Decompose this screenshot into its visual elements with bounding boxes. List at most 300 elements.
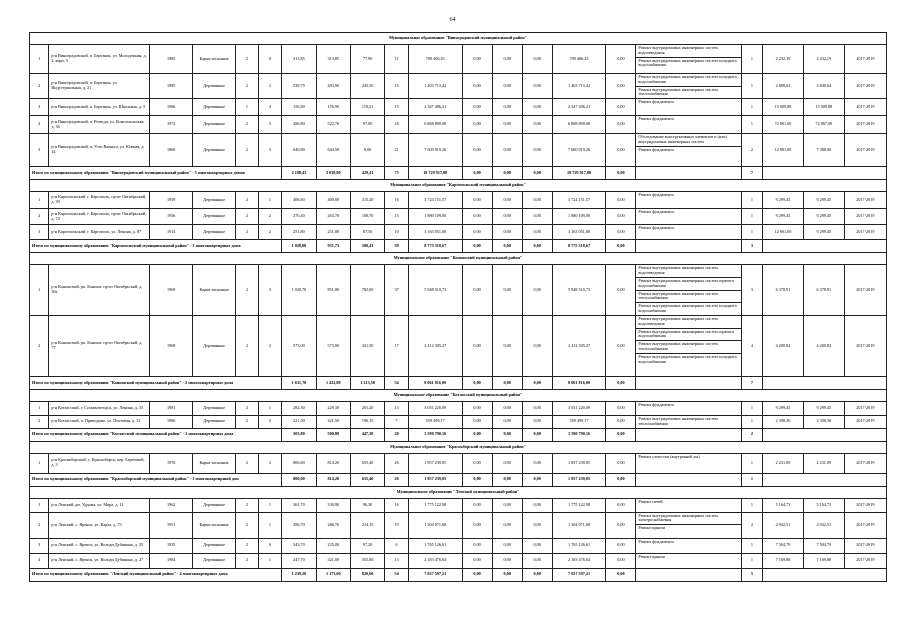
entrances-cell: 3 (258, 265, 282, 316)
work-type-item: Ремонт фундамента (638, 99, 674, 105)
table-row (30, 453, 887, 473)
wall-material-cell: Деревянные (193, 134, 236, 167)
cost-owners-cell: 1 775 122,98 (552, 498, 606, 512)
cost-owners-cell: 3 163 051,00 (552, 225, 606, 240)
total-fund-sum: 0,00 (462, 376, 492, 389)
cost-fund-cell: 0,00 (462, 134, 492, 167)
total-area-cell: 282,30 (282, 401, 316, 415)
floors-cell: 2 (236, 45, 259, 74)
work-count-cell: 2 (741, 134, 762, 167)
year-cell: 1976 (150, 453, 193, 473)
cost-regional-cell: 0,00 (492, 45, 522, 74)
cost-total-cell: 3 031 220,09 (408, 401, 462, 415)
cost-regional-cell: 0,00 (492, 74, 522, 99)
work-type-item: Ремонт отмостки (внутренней лы) (638, 453, 700, 459)
cost-owners-cell: 2 183 476,64 (552, 553, 606, 568)
living-area-cell: 400,00 (316, 192, 350, 209)
work-type-item: Ремонт внутридомовых инженерных систем холодного водоснабжения (638, 303, 737, 314)
total-owned-sum: 820,60 (350, 568, 384, 581)
table-row (30, 45, 887, 74)
year-cell: 1960 (150, 134, 193, 167)
cost-owners-cell: 559 499,17 (552, 415, 606, 428)
total-regional-sum: 0,00 (492, 568, 522, 581)
cost-other-cell: 0,00 (606, 512, 636, 538)
cost-local-cell: 0,00 (522, 415, 552, 428)
row-number: 2 (30, 315, 49, 376)
work-type-item: Ремонт внутридомовых инженерных систем холодного водоснабжения (638, 57, 737, 68)
total-cost-sum: 1 857 239,05 (408, 473, 462, 486)
total-area-sum: 806,60 (282, 473, 316, 486)
section-title: Муниципальное образование "Котласский муниципальный район" (30, 389, 887, 401)
table-row (30, 265, 887, 316)
max-unit-cost-cell: 5 164,73 (803, 498, 844, 512)
residents-cell: 19 (385, 512, 409, 538)
cost-regional-cell: 0,00 (492, 401, 522, 415)
total-owners-sum: 8 775 318,67 (552, 240, 606, 253)
cost-regional-cell: 0,00 (492, 225, 522, 240)
row-number: 2 (30, 74, 49, 99)
period-cell: 2017-2019 (844, 415, 886, 428)
unit-cost-cell: 2 898,64 (763, 74, 804, 99)
living-area-cell: 263,70 (316, 209, 350, 225)
cost-total-cell: 1 880 109,00 (408, 209, 462, 225)
max-unit-cost-cell: 15 009,88 (803, 99, 844, 116)
table-row (30, 74, 887, 99)
total-owned-sum: 429,41 (350, 167, 384, 180)
period-cell: 2017-2019 (844, 74, 886, 99)
empty-cell (763, 376, 887, 389)
year-cell: 1951 (150, 512, 193, 538)
wall-material-cell: Карка-засыпные (193, 45, 236, 74)
cost-regional-cell: 0,00 (492, 315, 522, 376)
residents-cell: 13 (385, 553, 409, 568)
living-area-cell: 573,00 (316, 315, 350, 376)
residents-cell: 16 (385, 192, 409, 209)
row-number: 2 (30, 512, 49, 538)
address-cell: р-н Виноградовский, п. Березник, ул. Школьная, д. 5 (49, 99, 150, 116)
section-title: Муниципальное образование "Виноградовский муниципальный район" (30, 33, 887, 45)
work-type-item: Ремонт печей (638, 498, 663, 504)
total-work-count: 7 (741, 376, 762, 389)
work-count-cell: 1 (741, 99, 762, 116)
cost-other-cell: 0,00 (606, 415, 636, 428)
living-area-cell: 235,00 (316, 538, 350, 553)
section-header-row (30, 441, 887, 453)
table-row (30, 225, 887, 240)
cost-local-cell: 0,00 (522, 209, 552, 225)
residents-cell: 7 (385, 415, 409, 428)
residents-cell: 21 (385, 134, 409, 167)
floors-cell: 2 (236, 453, 259, 473)
year-cell: 1969 (150, 265, 193, 316)
address-cell: р-н Котласский, г. Сольвычегодск, ул. Ленина, д. 35 (49, 401, 150, 415)
max-unit-cost-cell: 7 388,00 (803, 134, 844, 167)
entrances-cell: 4 (258, 99, 282, 116)
wall-material-cell: Деревянные (193, 209, 236, 225)
work-type-item: Ремонт фундамента (638, 401, 674, 407)
row-number: 3 (30, 225, 49, 240)
total-residents-sum: 75 (385, 167, 409, 180)
cost-local-cell: 0,00 (522, 45, 552, 74)
total-living-sum: 1 173,60 (316, 568, 350, 581)
floors-cell: 2 (236, 553, 259, 568)
wall-material-cell: Деревянные (193, 415, 236, 428)
total-area-sum: 1 631,70 (282, 376, 316, 389)
cost-fund-cell: 0,00 (462, 512, 492, 538)
total-area-sum: 2 108,43 (282, 167, 316, 180)
year-cell: 1985 (150, 45, 193, 74)
work-types-cell (636, 225, 741, 240)
total-cost-sum: 8 775 318,67 (408, 240, 462, 253)
cost-local-cell: 0,00 (522, 538, 552, 553)
empty-cell (636, 568, 741, 581)
section-total-row (30, 376, 887, 389)
cost-local-cell: 0,00 (522, 453, 552, 473)
total-other-sum: 0,00 (606, 167, 636, 180)
row-number: 4 (30, 116, 49, 134)
period-cell: 2017-2019 (844, 538, 886, 553)
section-total-row (30, 568, 887, 581)
total-fund-sum: 0,00 (462, 473, 492, 486)
owned-area-cell: 201,20 (350, 401, 384, 415)
cost-owners-cell: 3 031 220,09 (552, 401, 606, 415)
work-count-cell: 1 (741, 453, 762, 473)
period-cell: 2017-2019 (844, 453, 886, 473)
work-type-item: Ремонт внутридомовых инженерных систем теплоснабжения (638, 86, 718, 97)
total-area-cell: 286,70 (282, 512, 316, 538)
year-cell: 1914 (150, 225, 193, 240)
living-area-cell: 644,50 (316, 134, 350, 167)
cost-owners-cell: 3 724 151,57 (552, 192, 606, 209)
section-title: Муниципальное образование "Ленский муниципальный район" (30, 486, 887, 498)
unit-cost-cell: 2 232,19 (763, 45, 804, 74)
empty-cell (636, 376, 741, 389)
address-cell: р-н Виноградовский, п. Усть-Ваеньга, ул. Южная, д. 14 (49, 134, 150, 167)
entrances-cell: 2 (258, 74, 282, 99)
max-unit-cost-cell: 7 169,88 (803, 553, 844, 568)
cost-owners-cell: 2 347 496,21 (552, 99, 606, 116)
work-type-item: Ремонт внутридомовых инженерных систем водоотведения (636, 45, 740, 58)
work-types-cell (636, 553, 741, 568)
section-total-row (30, 473, 887, 486)
unit-cost-cell: 12 901,00 (763, 225, 804, 240)
work-types-cell (636, 453, 741, 473)
total-label: Итого по муниципальному образованию "Виноградовский муниципальный район" - 5 многоквартирных домов (30, 167, 282, 180)
total-owners-sum: 1 857 239,05 (552, 473, 606, 486)
work-type-item: Ремонт внутридомовых инженерных систем теплоснабжения (638, 415, 718, 426)
work-type-item: Обследование конструктивных элементов и (или) внутридомовых инженерных систем (636, 134, 740, 147)
cost-other-cell: 0,00 (606, 99, 636, 116)
cost-other-cell: 0,00 (606, 498, 636, 512)
floors-cell: 2 (236, 225, 259, 240)
owned-area-cell: 355,00 (350, 553, 384, 568)
total-residents-sum: 54 (385, 376, 409, 389)
work-count-cell: 1 (741, 538, 762, 553)
entrances-cell: 2 (258, 453, 282, 473)
total-other-sum: 0,00 (606, 376, 636, 389)
cost-fund-cell: 0,00 (462, 265, 492, 316)
work-types-cell (636, 45, 741, 74)
total-residents-sum: 39 (385, 240, 409, 253)
period-cell: 2017-2019 (844, 401, 886, 415)
wall-material-cell: Карка-засыпные (193, 453, 236, 473)
total-local-sum: 0,00 (522, 473, 552, 486)
work-type-item: Ремонт фундамента (638, 225, 674, 231)
total-residents-sum: 26 (385, 473, 409, 486)
max-unit-cost-cell: 9 299,45 (803, 225, 844, 240)
total-cost-sum: 7 027 597,21 (408, 568, 462, 581)
total-work-count: 3 (741, 240, 762, 253)
table-row (30, 401, 887, 415)
address-cell: р-н Виноградовский, п. Березник, ул. Индустриальная, д. 21 (49, 74, 150, 99)
floors-cell: 2 (236, 74, 259, 99)
residents-cell: 15 (385, 99, 409, 116)
year-cell: 1959 (150, 192, 193, 209)
cost-owners-cell: 5 948 510,73 (552, 265, 606, 316)
work-types-cell (636, 401, 741, 415)
wall-material-cell: Деревянные (193, 116, 236, 134)
residents-cell: 10 (385, 225, 409, 240)
living-area-cell: 851,80 (316, 265, 350, 316)
unit-cost-cell: 72 861,00 (763, 116, 804, 134)
empty-cell (636, 473, 741, 486)
work-types-cell (636, 315, 741, 376)
cost-fund-cell: 0,00 (462, 401, 492, 415)
work-types-cell (636, 498, 741, 512)
table-row (30, 134, 887, 167)
cost-local-cell: 0,00 (522, 498, 552, 512)
floors-cell: 2 (236, 134, 259, 167)
total-label: Итого по муниципальному образованию "Ленский муниципальный район" - 4 многоквартирных дома (30, 568, 282, 581)
cost-owners-cell: 1 880 109,00 (552, 209, 606, 225)
period-cell: 2017-2019 (844, 553, 886, 568)
entrances-cell: 2 (258, 225, 282, 240)
residents-cell: 6 (385, 538, 409, 553)
work-count-cell: 1 (741, 225, 762, 240)
total-area-sum: 1 028,00 (282, 240, 316, 253)
section-header-row (30, 33, 887, 45)
cost-other-cell: 0,00 (606, 225, 636, 240)
row-number: 2 (30, 415, 49, 428)
address-cell: р-н Каргопольский, г. Каргополь, пр-кт Октябрьский, д. 74 (49, 209, 150, 225)
cost-local-cell: 0,00 (522, 99, 552, 116)
cost-owners-cell: 7 600 919,26 (552, 134, 606, 167)
residents-cell: 13 (385, 401, 409, 415)
cost-other-cell: 0,00 (606, 401, 636, 415)
floors-cell: 2 (236, 265, 259, 316)
section-header-row (30, 253, 887, 265)
empty-cell (636, 240, 741, 253)
row-number: 5 (30, 134, 49, 167)
table-row (30, 538, 887, 553)
unit-cost-cell: 9 299,45 (763, 401, 804, 415)
cost-local-cell: 0,00 (522, 192, 552, 209)
wall-material-cell: Деревянные (193, 498, 236, 512)
max-unit-cost-cell: 2 231,09 (803, 453, 844, 473)
wall-material-cell: Деревянные (193, 538, 236, 553)
table-row (30, 99, 887, 116)
work-count-cell: 1 (741, 401, 762, 415)
cost-regional-cell: 0,00 (492, 192, 522, 209)
owned-area-cell: 782,00 (350, 265, 384, 316)
period-cell: 2017-2019 (844, 45, 886, 74)
cost-owners-cell: 2 412 305,27 (552, 315, 606, 376)
year-cell: 1984 (150, 553, 193, 568)
living-area-cell: 321,00 (316, 553, 350, 568)
total-regional-sum: 0,00 (492, 240, 522, 253)
floors-cell: 2 (236, 498, 259, 512)
year-cell: 1966 (150, 415, 193, 428)
work-type-item: Ремонт фундамента (638, 146, 674, 152)
living-area-cell: 313,85 (316, 45, 350, 74)
floors-cell: 2 (236, 538, 259, 553)
total-living-sum: 2 038,80 (316, 167, 350, 180)
work-type-item: Ремонт внутридомовых инженерных систем водоотведения (636, 316, 740, 329)
address-cell: р-н Коношский, рп. Коноша, пр-кт Октябрьский, д. 30а (49, 265, 150, 316)
total-living-sum: 814,20 (316, 473, 350, 486)
work-types-cell (636, 74, 741, 99)
cost-other-cell: 0,00 (606, 538, 636, 553)
wall-material-cell: Карка-засыпные (193, 512, 236, 538)
total-owned-sum: 1 213,50 (350, 376, 384, 389)
year-cell: 1981 (150, 401, 193, 415)
owned-area-cell: 87,50 (350, 225, 384, 240)
entrances-cell: 0 (258, 45, 282, 74)
year-cell: 1985 (150, 74, 193, 99)
address-cell: р-н Ленский, с. Яренск, ул. Володи Дубинина, д. 27 (49, 553, 150, 568)
wall-material-cell: Карка-засыпные (193, 265, 236, 316)
total-fund-sum: 0,00 (462, 167, 492, 180)
period-cell: 2017-2019 (844, 265, 886, 316)
work-types-cell (636, 512, 741, 538)
living-area-cell: 814,20 (316, 453, 350, 473)
cost-local-cell: 0,00 (522, 134, 552, 167)
owned-area-cell: 315,20 (350, 192, 384, 209)
section-total-row (30, 428, 887, 441)
period-cell: 2017-2019 (844, 134, 886, 167)
cost-owners-cell: 1 857 239,05 (552, 453, 606, 473)
work-types-cell (636, 116, 741, 134)
entrances-cell: 2 (258, 315, 282, 376)
total-living-sum: 1 432,80 (316, 376, 350, 389)
cost-regional-cell: 0,00 (492, 453, 522, 473)
total-cost-sum: 18 729 917,80 (408, 167, 462, 180)
cost-total-cell: 559 499,17 (408, 415, 462, 428)
cost-fund-cell: 0,00 (462, 415, 492, 428)
unit-cost-cell: 12 901,00 (763, 134, 804, 167)
work-type-item: Ремонт внутридомовых инженерных систем водоотведения (636, 265, 740, 278)
total-area-cell: 313,85 (282, 45, 316, 74)
year-cell: 1956 (150, 209, 193, 225)
work-types-cell (636, 265, 741, 316)
work-types-cell (636, 99, 741, 116)
living-area-cell: 493,90 (316, 74, 350, 99)
total-local-sum: 0,00 (522, 568, 552, 581)
row-number: 3 (30, 99, 49, 116)
total-area-cell: 156,90 (282, 99, 316, 116)
cost-fund-cell: 0,00 (462, 99, 492, 116)
period-cell: 2017-2019 (844, 209, 886, 225)
year-cell: 1966 (150, 99, 193, 116)
work-count-cell: 1 (741, 553, 762, 568)
row-number: 2 (30, 209, 49, 225)
owned-area-cell: 100,70 (350, 209, 384, 225)
year-cell: 1962 (150, 498, 193, 512)
unit-cost-cell: 4 200,82 (763, 315, 804, 376)
work-count-cell: 4 (741, 315, 762, 376)
unit-cost-cell: 2 231,09 (763, 453, 804, 473)
max-unit-cost-cell: 2 232,19 (803, 45, 844, 74)
cost-fund-cell: 0,00 (462, 538, 492, 553)
row-number: 1 (30, 265, 49, 316)
living-area-cell: 156,90 (316, 99, 350, 116)
max-unit-cost-cell: 6 378,91 (803, 265, 844, 316)
total-area-sum: 1 239,20 (282, 568, 316, 581)
residents-cell: 15 (385, 74, 409, 99)
address-cell: р-н Красноборский, с. Красноборск, пер. Береговой, д. 3 (49, 453, 150, 473)
cost-fund-cell: 0,00 (462, 453, 492, 473)
owned-area-cell: 110,21 (350, 99, 384, 116)
cost-fund-cell: 0,00 (462, 192, 492, 209)
total-area-cell: 270,40 (282, 209, 316, 225)
work-types-cell (636, 538, 741, 553)
owned-area-cell: 97,20 (350, 538, 384, 553)
total-label: Итого по муниципальному образованию "Каргопольский муниципальный район" - 3 многоквартирных дома (30, 240, 282, 253)
owned-area-cell: 655,40 (350, 453, 384, 473)
living-area-cell: 330,90 (316, 498, 350, 512)
work-type-item: Ремонт фундамента (638, 538, 674, 544)
work-type-item: Ремонт фундамента (638, 192, 674, 198)
cost-regional-cell: 0,00 (492, 99, 522, 116)
unit-cost-cell: 6 378,91 (763, 265, 804, 316)
total-owned-sum: 655,40 (350, 473, 384, 486)
wall-material-cell: Деревянные (193, 99, 236, 116)
cost-owners-cell: 1 304 071,68 (552, 512, 606, 538)
work-type-item: Ремонт внутридомовых инженерных систем теплоснабжения (636, 291, 740, 304)
cost-regional-cell: 0,00 (492, 134, 522, 167)
total-other-sum: 0,00 (606, 568, 636, 581)
total-area-cell: 286,80 (282, 116, 316, 134)
address-cell: р-н Ленский, с. Яренск, ул. Володи Дубинина, д. 25 (49, 538, 150, 553)
work-count-cell: 1 (741, 116, 762, 134)
year-cell: 1972 (150, 116, 193, 134)
unit-cost-cell: 7 169,88 (763, 553, 804, 568)
residents-cell: 17 (385, 315, 409, 376)
work-count-cell: 1 (741, 74, 762, 99)
cost-total-cell: 2 183 476,64 (408, 553, 462, 568)
owned-area-cell: 0,00 (350, 134, 384, 167)
total-label: Итого по муниципальному образованию "Котласский муниципальный район" - 2 многоквартирных дома (30, 428, 282, 441)
wall-material-cell: Деревянные (193, 74, 236, 99)
row-number: 1 (30, 192, 49, 209)
address-cell: р-н Коношский, рп. Коноша, пр-кт Октябрьский, д. 77 (49, 315, 150, 376)
total-area-cell: 221,50 (282, 415, 316, 428)
living-area-cell: 251,80 (316, 225, 350, 240)
cost-local-cell: 0,00 (522, 74, 552, 99)
cost-total-cell: 1 403 713,42 (408, 74, 462, 99)
entrances-cell: 2 (258, 209, 282, 225)
cost-total-cell: 1 304 071,68 (408, 512, 462, 538)
table-body (30, 33, 887, 582)
section-total-row (30, 240, 887, 253)
wall-material-cell: Деревянные (193, 553, 236, 568)
owned-area-cell: 196,10 (350, 415, 384, 428)
address-cell: р-н Виноградовский, п. Рочегда, ул. Комсомольская, д. 36 (49, 116, 150, 134)
cost-other-cell: 0,00 (606, 453, 636, 473)
cost-regional-cell: 0,00 (492, 512, 522, 538)
period-cell: 2017-2019 (844, 192, 886, 209)
section-total-row (30, 167, 887, 180)
